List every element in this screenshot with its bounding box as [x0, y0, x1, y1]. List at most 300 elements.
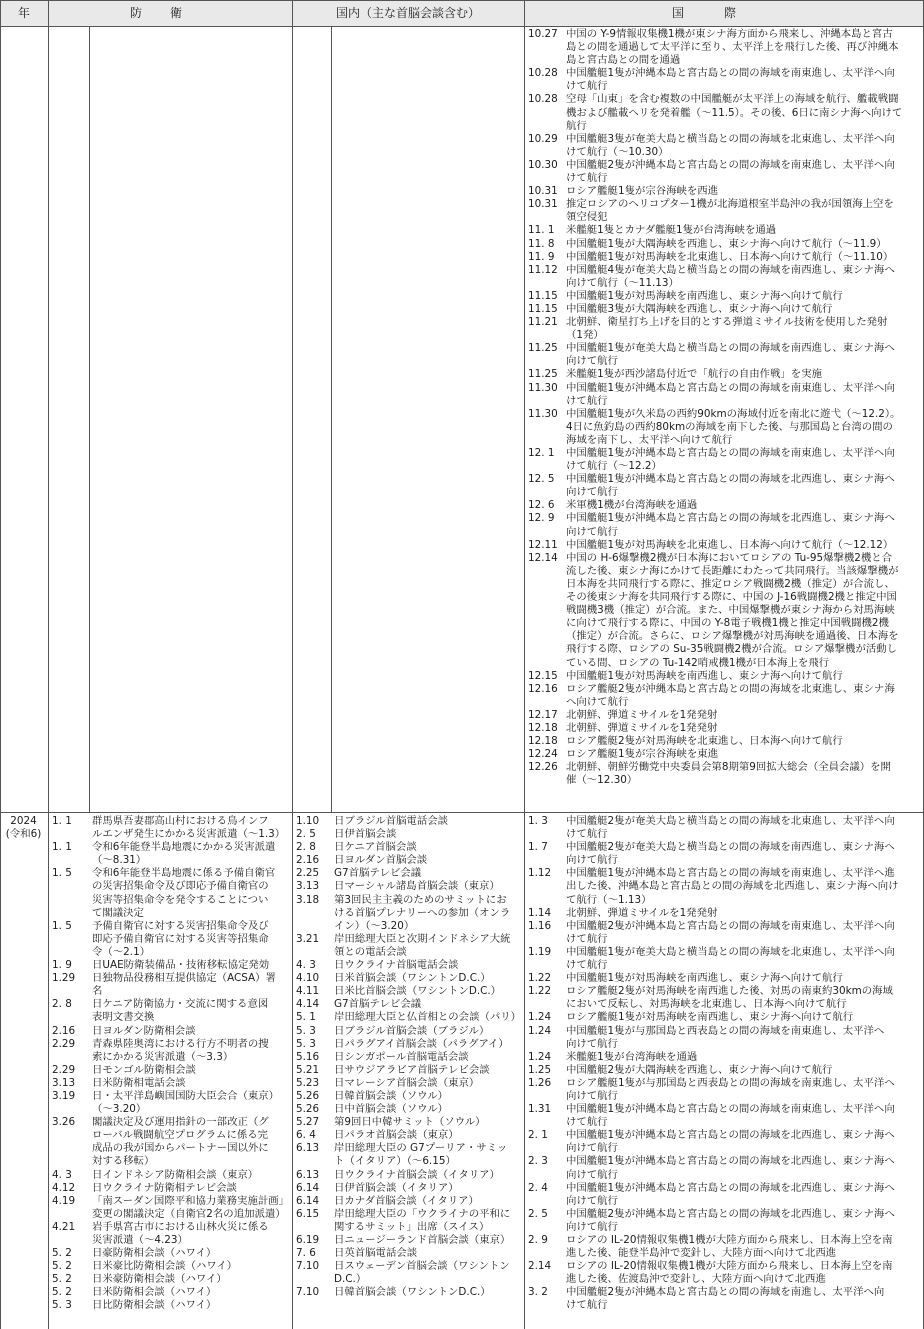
entry-date: 6. 4	[296, 1129, 316, 1142]
entry-date: 2.16	[52, 1024, 76, 1037]
entry-text: 向けて航行	[566, 1089, 618, 1102]
entry	[528, 867, 921, 906]
entry-text: 日伊首脳会談	[334, 828, 397, 841]
entry	[296, 972, 522, 985]
header-international: 国際	[524, 0, 924, 27]
entry-date: 1.10	[296, 815, 320, 827]
entry	[52, 1260, 290, 1273]
year-2024	[0, 815, 47, 841]
entry-text: 閣議決定及び運用指針の一部改正（グ	[92, 1116, 269, 1129]
era-label: (令和6)	[5, 828, 42, 841]
entry	[52, 1273, 290, 1286]
entry-text: イン）（～3.20）	[334, 919, 415, 932]
entry-text: 向けて航行	[566, 486, 618, 499]
entry-date: 11.30	[528, 407, 558, 420]
entry-text: 出した後、沖縄本島と宮古島との間の海域を北西進し、東シナ海へ向け	[566, 880, 899, 893]
entry	[528, 512, 921, 538]
year-label: 2024	[10, 815, 37, 827]
entry	[528, 224, 921, 237]
entry-date: 5.16	[296, 1050, 320, 1063]
entry-text: （1発）	[566, 329, 604, 342]
entry	[52, 998, 290, 1024]
entry-text: 向けて航行	[566, 1194, 618, 1207]
entry	[296, 1090, 522, 1103]
entry-text: 進した後、佐渡島沖で変針し、大陸方面へ向けて北西進	[566, 1273, 826, 1286]
entry	[296, 1077, 522, 1090]
entry-text: 日パラオ首脳会談（東京）	[334, 1129, 459, 1142]
entry	[528, 709, 921, 722]
entry-text: 島との間を通過して太平洋に至り、太平洋上を飛行した後、再び沖縄本	[566, 41, 899, 54]
entry	[52, 1169, 290, 1182]
entry-date: 1.26	[528, 1076, 552, 1089]
entry-date: 10.27	[528, 28, 558, 40]
entry-text: 日ケニア防衛協力・交流に関する意図	[92, 998, 269, 1011]
entry-text: 日ウクライナ防衛相テレビ会談	[92, 1181, 237, 1194]
entry-date: 5. 1	[296, 1011, 316, 1024]
entry	[296, 894, 522, 933]
entry-text: 中国艦艇1隻が久米島の西約90kmの海域付近を南北に遊弋（～12.2）。	[566, 407, 901, 420]
entry	[528, 1051, 921, 1064]
entry-text: 北朝鮮、衛星打ち上げを目的とする弾道ミサイル技術を使用した発射	[566, 316, 888, 329]
entry-date: 11.30	[528, 381, 558, 394]
entry-text: 中国艦艇1隻が沖縄本島と宮古島との間の海域を北西進し、東シナ海へ	[566, 473, 895, 486]
entry	[52, 1195, 290, 1221]
entry	[528, 761, 921, 787]
entry	[296, 815, 522, 828]
entry	[528, 670, 921, 683]
entry-text: 中国艦艇1隻が沖縄本島と宮古島との間の海域を北西進し、東シナ海へ	[566, 1129, 895, 1142]
entry	[528, 1182, 921, 1208]
entry-date: 3.21	[296, 932, 320, 945]
entry	[52, 1299, 290, 1312]
entry	[296, 880, 522, 893]
entry	[296, 1051, 522, 1064]
entry	[296, 1169, 522, 1182]
entry	[52, 1038, 290, 1064]
entry-text: ルエンザ発生にかかる災害派遣（～1.3）	[92, 828, 286, 841]
entry-date: 2. 5	[296, 828, 316, 841]
entry	[296, 1195, 522, 1208]
entry	[296, 1103, 522, 1116]
entry-text: 日スウェーデン首脳会談（ワシントン	[334, 1260, 510, 1273]
entry-text: ロシア艦艇2隻が沖縄本島と宮古島との間の海域を北東進し、東シナ海	[566, 682, 895, 695]
entry-text: 第9回日中韓サミット（ソウル）	[334, 1116, 486, 1129]
entry-text: けて航行（～12.2）	[566, 460, 662, 473]
entry	[528, 1260, 921, 1286]
entry	[528, 185, 921, 198]
entry	[528, 748, 921, 761]
entry-date: 12.18	[528, 721, 558, 734]
entry-text: 向けて航行	[566, 1168, 618, 1181]
entry-text: ロシア艦艇1隻が宗谷海峡を西進	[566, 185, 719, 198]
entry-text: けて航行	[566, 172, 608, 185]
entry	[52, 1182, 290, 1195]
entry-date: 1.19	[528, 945, 552, 958]
entry-text: 中国艦艇1隻が沖縄本島と宮古島との間の海域を南東進し、太平洋へ向	[566, 447, 895, 459]
entry-text: 進した後、能登半島沖で変針し、大陸方面へ向けて北西進	[566, 1247, 837, 1260]
entry	[52, 920, 290, 959]
entry-text: ている間、ロシアの Tu-142哨戒機1機が日本海上を飛行	[566, 656, 830, 669]
entry-text: て航行（～1.13）	[566, 893, 652, 906]
entry-date: 12. 1	[528, 447, 555, 459]
entry-text: 中国艦艇1隻が大隅海峡を西進し、東シナ海へ向けて航行（～11.9）	[566, 237, 887, 250]
entry-text: 中国艦艇1隻が奄美大島と横当島との間の海域を南西進し、東シナ海へ	[566, 342, 895, 355]
entry-date: 12.14	[528, 551, 558, 564]
entry-date: 5. 2	[52, 1286, 72, 1299]
entry-text: 災害派遣（～4.23）	[92, 1234, 188, 1246]
entry-date: 5. 3	[52, 1299, 72, 1312]
entry-date: 1. 5	[52, 919, 72, 932]
entry-date: 2. 3	[528, 1155, 548, 1168]
entry-text: 中国艦艇3隻が奄美大島と横当島との間の海域を北東進し、太平洋へ向	[566, 132, 895, 145]
entry-text: G7首脳テレビ会議	[334, 998, 422, 1011]
entry-date: 11.21	[528, 316, 558, 329]
entry	[528, 946, 921, 972]
entry-text: 中国艦艇1隻が対馬海峡を北東進し、日本海へ向けて航行（～11.10）	[566, 250, 894, 263]
entry-text: けて航行	[566, 1116, 608, 1129]
entry-date: 1.31	[528, 1103, 552, 1116]
entry-date: 5. 3	[296, 1037, 316, 1050]
entry	[296, 1260, 522, 1286]
entry	[296, 1182, 522, 1195]
entry-text: 岸田総理大臣と次期インドネシア大統	[334, 932, 511, 945]
entry-text: けて航行	[566, 80, 608, 93]
entry-text: 米軍機1機が台湾海峡を通過	[566, 499, 698, 512]
entry-date: 11. 8	[528, 237, 555, 250]
entry-text: 令和6年能登半島地震にかかる災害派遣	[92, 841, 276, 854]
entry	[528, 198, 921, 224]
entry	[528, 1155, 921, 1181]
entry-date: 5.21	[296, 1063, 320, 1076]
entry	[528, 920, 921, 946]
entry	[52, 1221, 290, 1247]
entry-text: 中国艦艇1隻が沖縄本島と宮古島との間の海域を南東進し、太平洋へ向	[566, 1103, 895, 1116]
entry-text: へ向けて航行	[566, 695, 629, 708]
header-defense: 防衛	[48, 0, 292, 27]
entry-text: 岸田総理大臣と仏首相との会談（パリ）	[334, 1011, 522, 1024]
entry-date: 6.15	[296, 1207, 320, 1220]
entry-date: 4.11	[296, 985, 320, 998]
entry-text: 日中首脳会談（ソウル）	[334, 1103, 448, 1116]
entry-date: 12.18	[528, 735, 558, 748]
entry-date: 2.25	[296, 867, 320, 880]
entry-text: 日ヨルダン首脳会談	[334, 854, 428, 867]
entry	[296, 1234, 522, 1247]
entry-date: 2.14	[528, 1260, 552, 1273]
entry	[528, 408, 921, 447]
entry-text: 青森県陸奥湾における行方不明者の捜	[92, 1037, 269, 1050]
entry-text: けて航行	[566, 959, 608, 972]
entry	[52, 1116, 290, 1168]
entry-text: 向けて航行	[566, 1142, 618, 1155]
entry	[528, 1234, 921, 1260]
entry-date: 1.22	[528, 972, 552, 985]
entry-text: 日・太平洋島嶼国国防大臣会合（東京）	[92, 1089, 280, 1102]
entry-text: 中国艦艇1隻が沖縄本島と宮古島との間の海域を南東進し、太平洋へ進	[566, 867, 895, 880]
entry-text: ロシア艦艇1隻が与那国島と西表島との間の海域を南東進し、太平洋へ	[566, 1076, 895, 1089]
entry-text: 飛行する際、ロシアの Su-35戦闘機2機が合流。ロシア爆撃機が活動し	[566, 643, 898, 656]
entry-text: 日豪防衛相会談（ハワイ）	[92, 1247, 217, 1260]
entry-date: 1. 9	[52, 959, 72, 972]
entry-text: 向けて航行	[566, 525, 618, 538]
entry-date: 1. 1	[52, 815, 72, 827]
entry-text: その後東シナ海を共同飛行する際に、中国の J-16戦闘機2機と推定中国	[566, 591, 897, 604]
entry-text: 領との電話会談	[334, 945, 407, 958]
entry-date: 4. 3	[52, 1168, 72, 1181]
entry-text: て閣議決定	[92, 906, 144, 919]
entry-text: 中国艦艇3隻が大隅海峡を西進し、東シナ海へ向けて航行	[566, 302, 833, 315]
entry-date: 1. 7	[528, 841, 548, 854]
entry-date: 10.31	[528, 185, 558, 198]
entry-text: 日米豪防衛相会談（ハワイ）	[92, 1273, 227, 1286]
entry-date: 1. 1	[52, 841, 72, 854]
entry	[296, 854, 522, 867]
entry-date: 6.14	[296, 1194, 320, 1207]
entry-text: 日韓首脳会談（ワシントンD.C.）	[334, 1286, 491, 1299]
entry-text: 中国艦艇1隻が与那国島と西表島との間の海域を南東進し、太平洋へ	[566, 1024, 885, 1037]
entry-text: 関するサミット」出席（スイス）	[334, 1220, 490, 1233]
entry-text: 米艦艇1隻が西沙諸島付近で「航行の自由作戦」を実施	[566, 368, 822, 381]
entry-text: 岸田総理大臣の G7プーリア・サミッ	[334, 1142, 508, 1155]
entry-date: 4.14	[296, 998, 320, 1011]
entry-text: 中国艦艇2隻が大隅海峡を西進し、東シナ海へ向けて航行	[566, 1063, 833, 1076]
entry	[296, 1116, 522, 1129]
entry-text: ローバル戦闘航空プログラムに係る完	[92, 1129, 269, 1142]
entry	[52, 972, 290, 998]
entry-text: 日ウクライナ首脳会談（イタリア）	[334, 1168, 500, 1181]
entry-date: 4.21	[52, 1220, 76, 1233]
entry-text: 北朝鮮、弾道ミサイルを1発発射	[566, 721, 718, 734]
entry-text: 日ブラジル首脳会談（ブラジル）	[334, 1024, 490, 1037]
header-domestic: 国内（主な首脳会談含む）	[292, 0, 524, 27]
entry-text: 日ウクライナ首脳電話会談	[334, 959, 459, 972]
entry-text: 中国艦艇2隻が沖縄本島と宮古島との間の海域を南東進し、太平洋へ向	[566, 919, 895, 932]
entry	[528, 499, 921, 512]
entry-text: 日ニュージーランド首脳会談（東京）	[334, 1234, 511, 1246]
entry-text: 北朝鮮、朝鮮労働党中央委員会第8期第9回拡大総会（全員会議）を開	[566, 761, 891, 774]
entry-text: 流した後、東シナ海にかけて長距離にわたって共同飛行。当該爆撃機が	[566, 564, 899, 577]
entry-date: 2. 8	[296, 841, 316, 854]
entry-date: 4. 3	[296, 959, 316, 972]
entry	[528, 841, 921, 867]
entry	[528, 985, 921, 1011]
entry-date: 4.10	[296, 972, 320, 985]
entry	[296, 1129, 522, 1142]
entry-text: けて航行	[566, 932, 608, 945]
entry-date: 1.22	[528, 985, 552, 998]
entry	[296, 1064, 522, 1077]
entry-text: 米艦艇1隻とカナダ艦艇1隻が台湾海峡を通過	[566, 224, 777, 237]
entry-date: 12.26	[528, 761, 558, 774]
entry-text: 日パラグアイ首脳会談（パラグアイ）	[334, 1037, 509, 1050]
entry-text: 名	[92, 985, 103, 998]
entry	[528, 290, 921, 303]
entry-text: 日マレーシア首脳会談（東京）	[334, 1076, 480, 1089]
entry-text: 中国艦艇1隻が沖縄本島と宮古島との間の海域を北西進し、東シナ海へ	[566, 1181, 895, 1194]
entry	[528, 303, 921, 316]
entry-text: 日UAE防衛装備品・技術移転協定発効	[92, 959, 270, 972]
entry	[528, 28, 921, 67]
entry-text: 日米防衛相会談（ハワイ）	[92, 1286, 217, 1299]
entry-text: ト（イタリア）（～6.15）	[334, 1155, 456, 1168]
entry-date: 12. 5	[528, 473, 555, 486]
entry-date: 2. 8	[52, 998, 72, 1011]
entry-date: 12.24	[528, 748, 558, 761]
entry	[528, 1077, 921, 1103]
entry-date: 1. 5	[52, 867, 72, 880]
entry-date: 6.13	[296, 1142, 320, 1155]
entry-text: 予備自衛官に対する災害招集命令及び	[92, 919, 269, 932]
entry-text: 中国艦艇2隻が奄美大島と横当島との間の海域を南西進し、東シナ海へ	[566, 841, 895, 854]
entry	[528, 1103, 921, 1129]
entry	[528, 539, 921, 552]
entry-date: 7.10	[296, 1260, 320, 1273]
entry-text: の災害招集命令及び即応予備自衛官の	[92, 880, 269, 893]
entry-date: 2.29	[52, 1063, 76, 1076]
entry-text: 島と宮古島との間を通過	[566, 54, 681, 67]
entry	[528, 1129, 921, 1155]
entry-text: 領空侵犯	[566, 211, 608, 224]
entry-text: けて航行	[566, 828, 608, 841]
entry-text: 北朝鮮、弾道ミサイルを1発発射	[566, 708, 718, 721]
entry-text: 中国艦艇2隻が奄美大島と横当島との間の海域を北東進し、太平洋へ向	[566, 815, 895, 827]
entry-text: 中国の Y-9情報収集機1機が東シナ海方面から飛来し、沖縄本島と宮古	[566, 28, 893, 40]
entry-date: 5. 3	[296, 1024, 316, 1037]
entry-text: 米艦艇1隻が台湾海峡を通過	[566, 1050, 698, 1063]
entry	[528, 93, 921, 132]
entry-text: 日韓首脳会談（ソウル）	[334, 1089, 448, 1102]
entry-text: 中国艦艇2隻が沖縄本島と宮古島との間の海域を北西進し、東シナ海へ	[566, 1207, 895, 1220]
entry-date: 5.23	[296, 1076, 320, 1089]
entry-date: 12. 9	[528, 512, 555, 525]
entry-date: 5.27	[296, 1116, 320, 1129]
entry-date: 1. 3	[528, 815, 548, 827]
entry	[528, 473, 921, 499]
entry-text: ロシア艦艇1隻が宗谷海峡を東進	[566, 748, 719, 761]
entry	[52, 841, 290, 867]
entry-text: 「南スーダン国際平和協力業務実施計画」	[92, 1194, 290, 1207]
entry-date: 10.31	[528, 198, 558, 211]
entry-date: 1.12	[528, 867, 552, 880]
entry-text: ける首脳プレナリーへの参加（オンラ	[334, 906, 511, 919]
entry-text: 戦闘機3機（推定）が合流。また、中国爆撃機が東シナ海から対馬海峡	[566, 604, 895, 617]
entry-date: 5. 2	[52, 1247, 72, 1260]
entry-text: （推定）が合流。さらに、ロシア爆撃機が対馬海峡を通過後、日本海を	[566, 630, 899, 643]
entry-text: 向けて航行	[566, 1037, 618, 1050]
header-year: 年	[0, 0, 48, 27]
international-list-2023	[528, 28, 921, 787]
entry-text: に向けて飛行する際に、中国の Y-8電子戦機1機と推定中国戦闘機2機	[566, 617, 889, 630]
entry	[296, 933, 522, 959]
entry-date: 3.26	[52, 1116, 76, 1129]
entry-text: けて航行	[566, 1299, 608, 1312]
entry	[528, 552, 921, 670]
entry	[528, 159, 921, 185]
entry-text: 日モンゴル防衛相会談	[92, 1063, 196, 1076]
entry-date: 2.16	[296, 854, 320, 867]
entry-date: 12.15	[528, 669, 558, 682]
entry-text: 空母「山東」を含む複数の中国艦艇が太平洋上の海域を航行、艦載戦闘	[566, 93, 899, 106]
entry-text: 中国艦艇1隻が沖縄本島と宮古島との間の海域を北西進し、東シナ海へ	[566, 512, 895, 525]
entry-date: 1.14	[528, 906, 552, 919]
entry	[296, 998, 522, 1011]
entry-text: 日伊首脳会談（イタリア）	[334, 1181, 459, 1194]
entry-date: 11.15	[528, 289, 558, 302]
entry-date: 3.13	[52, 1076, 76, 1089]
entry	[528, 1025, 921, 1051]
entry-date: 3.13	[296, 880, 320, 893]
entry-text: 令和6年能登半島地震に係る予備自衛官	[92, 867, 276, 880]
entry-text: 日サウジアラビア首脳テレビ会談	[334, 1063, 490, 1076]
entry	[528, 264, 921, 290]
entry-date: 10.28	[528, 67, 558, 80]
entry	[528, 382, 921, 408]
entry-text: 航行	[566, 119, 587, 132]
defense-list-2024	[52, 815, 290, 1313]
entry-date: 1.24	[528, 1011, 552, 1024]
entry	[528, 1064, 921, 1077]
entry	[296, 841, 522, 854]
entry-text: 4日に魚釣島の西約80kmの海域を南下した後、与那国島と台湾の間の	[566, 420, 893, 433]
entry-date: 3. 2	[528, 1286, 548, 1299]
entry-text: 日ケニア首脳会談	[334, 841, 417, 854]
entry-date: 11.25	[528, 368, 558, 381]
entry-date: 3.19	[52, 1089, 76, 1102]
entry-date: 12. 6	[528, 499, 555, 512]
entry-text: 群馬県吾妻郡高山村における鳥インフ	[92, 815, 269, 827]
entry-text: ロシアの IL-20情報収集機1機が大陸方面から飛来し、日本海上空を南	[566, 1260, 893, 1273]
entry-text: けて航行（～10.30）	[566, 145, 669, 158]
entry-text: 日インドネシア防衛相会談（東京）	[92, 1168, 259, 1181]
entry	[528, 1011, 921, 1024]
entry-date: 7.10	[296, 1286, 320, 1299]
entry-text: 中国艦艇1隻が沖縄本島と宮古島との間の海域を北西進し、東シナ海へ	[566, 1155, 895, 1168]
entry-text: 日マーシャル諸島首脳会談（東京）	[334, 880, 500, 893]
entry-text: 中国艦艇1隻が対馬海峡を南西進し、東シナ海へ向けて航行	[566, 972, 843, 985]
entry	[528, 1286, 921, 1312]
entry-date: 2. 5	[528, 1207, 548, 1220]
entry-date: 6.19	[296, 1234, 320, 1246]
entry-text: ロシア艦艇2隻が対馬海峡を南西進した後、対馬の南東約30kmの海域	[566, 985, 893, 998]
entry	[296, 828, 522, 841]
entry-text: 変更の閣議決定（自衛官2名の追加派遣）	[92, 1207, 286, 1220]
entry-text: けて航行	[566, 394, 608, 407]
entry-text: 岸田総理大臣の「ウクライナの平和に	[334, 1207, 511, 1220]
entry-text: 索にかかる災害派遣（～3.3）	[92, 1050, 234, 1063]
entry	[528, 251, 921, 264]
entry-date: 5.26	[296, 1103, 320, 1116]
entry-text: 日本海を共同飛行する際に、推定ロシア戦闘機2機（推定）が合流し、	[566, 577, 895, 590]
entry-text: 中国艦艇1隻が沖縄本島と宮古島との間の海域を南東進し、太平洋へ向	[566, 67, 895, 80]
entry-text: 成品の我が国からパートナー国以外に	[92, 1142, 269, 1155]
entry-date: 2. 1	[528, 1129, 548, 1142]
entry-date: 11. 9	[528, 250, 555, 263]
entry-date: 5. 2	[52, 1273, 72, 1286]
entry-date: 2. 9	[528, 1234, 548, 1246]
entry-date: 7. 6	[296, 1247, 316, 1260]
entry-date: 1.24	[528, 1050, 552, 1063]
entry-date: 12.17	[528, 708, 558, 721]
entry-date: 11.15	[528, 302, 558, 315]
entry-text: 中国艦艇1隻が沖縄本島と宮古島との間の海域を南東進し、太平洋へ向	[566, 381, 895, 394]
entry	[528, 368, 921, 381]
entry-text: 中国艦艇2隻が沖縄本島と宮古島との間の海域を南東進し、太平洋へ向	[566, 158, 895, 171]
entry-text: 日米比首脳会談（ワシントンD.C.）	[334, 985, 502, 998]
entry-text: 日独物品役務相互提供協定（ACSA）署	[92, 972, 276, 985]
entry-text: 中国艦艇4隻が奄美大島と横当島との間の海域を南西進し、東シナ海へ	[566, 263, 895, 276]
entry	[528, 907, 921, 920]
entry-text: 日シンガポール首脳電話会談	[334, 1050, 469, 1063]
